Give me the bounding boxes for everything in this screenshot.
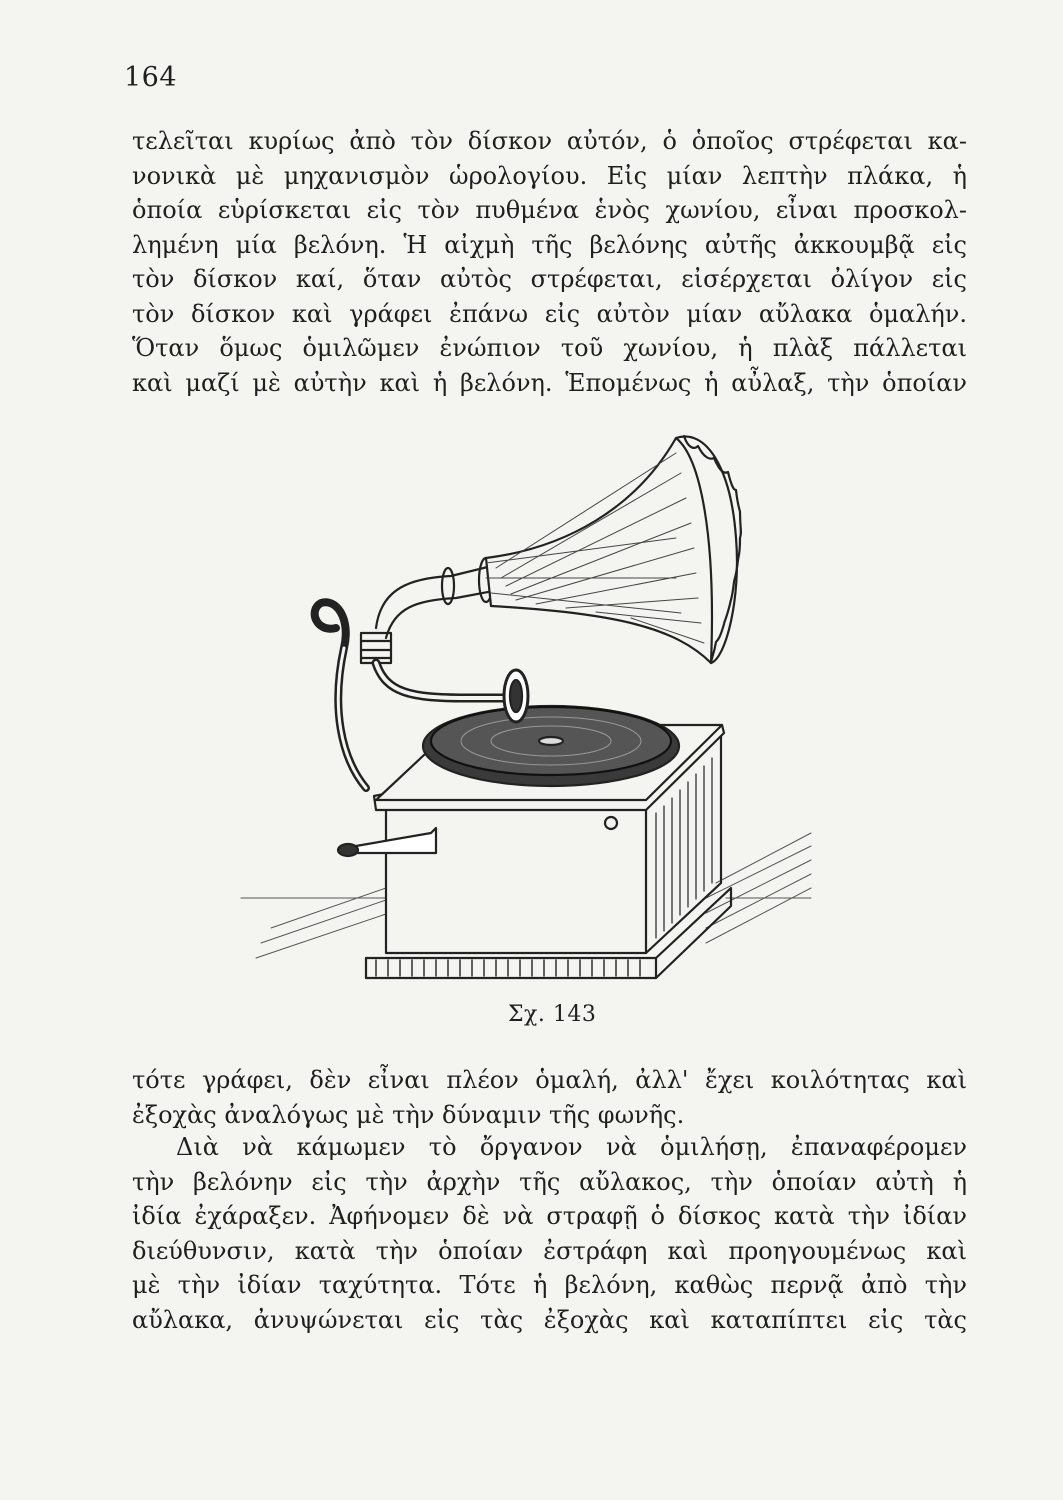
support-arm xyxy=(315,602,391,788)
text-line: διεύθυνσιν, κατὰ τὴν ὁποίαν ἐστράφη καὶ προηγουμένως καὶ xyxy=(132,1236,967,1265)
text-line: τὴν βελόνην εἰς τὴν ἀρχὴν τῆς αὔλακος, τὴν ὁποίαν αὐτὴ ἡ xyxy=(132,1167,967,1196)
gramophone-illustration xyxy=(236,428,816,988)
text-line: νονικὰ μὲ μηχανισμὸν ὡρολογίου. Εἰς μίαν λεπτὴν πλάκα, ἡ xyxy=(132,161,967,190)
page-number: 164 xyxy=(124,62,178,93)
figure-caption: Σχ. 143 xyxy=(508,1002,597,1027)
paragraph-3 xyxy=(132,1130,967,1337)
text-line: αὔλακα, ἀνυψώνεται εἰς τὰς ἐξοχὰς καὶ καταπίπτει εἰς τὰς xyxy=(132,1305,967,1334)
text-line: ἐξοχὰς ἀναλόγως μὲ τὴν δύναμιν τῆς φωνῆς. xyxy=(132,1100,685,1129)
text-line: μὲ τὴν ἰδίαν ταχύτητα. Τότε ἡ βελόνη, καθὼς περνᾷ ἀπὸ τὴν xyxy=(132,1271,967,1299)
text-line: τὸν δίσκον καί, ὅταν αὐτὸς στρέφεται, εἰσέρχεται ὀλίγον εἰς xyxy=(132,265,967,293)
record-disc xyxy=(423,706,679,786)
text-line: τότε γράφει, δὲν εἶναι πλέον ὁμαλή, ἀλλ' ἔχει κοιλότητας καὶ xyxy=(132,1066,967,1094)
horn-bell xyxy=(486,436,741,663)
floor-shadow xyxy=(241,833,811,958)
text-line: τελεῖται κυρίως ἀπὸ τὸν δίσκον αὐτόν, ὁ ὁποῖος στρέφεται κα- xyxy=(132,127,967,155)
text-line: Διὰ νὰ κάμωμεν τὸ ὄργανον νὰ ὁμιλήσῃ, ἐπαναφέρομεν xyxy=(176,1133,967,1161)
text-line: τὸν δίσκον καὶ γράφει ἐπάνω εἰς αὐτὸν μίαν αὔλακα ὁμαλήν. xyxy=(132,299,967,328)
paragraph-1 xyxy=(132,124,967,400)
paragraph-2 xyxy=(132,1063,967,1132)
text-line: Ὅταν ὅμως ὁμιλῶμεν ἐνώπιον τοῦ χωνίου, ἡ πλὰξ πάλλεται xyxy=(132,334,967,362)
text-line: ὁποία εὑρίσκεται εἰς τὸν πυθμένα ἑνὸς χωνίου, εἶναι προσκολ- xyxy=(132,196,967,224)
text-line: λημένη μία βελόνη. Ἡ αἰχμὴ τῆς βελόνης αὐτῆς ἀκκουμβᾷ εἰς xyxy=(132,230,967,259)
text-line: καὶ μαζί μὲ αὐτὴν καὶ ἡ βελόνη. Ἑπομένως ἡ αὖλαξ, τὴν ὁποίαν xyxy=(132,368,967,397)
text-line: ἰδία ἐχάραξεν. Ἀφήνομεν δὲ νὰ στραφῇ ὁ δίσκος κατὰ τὴν ἰδίαν xyxy=(132,1202,967,1230)
